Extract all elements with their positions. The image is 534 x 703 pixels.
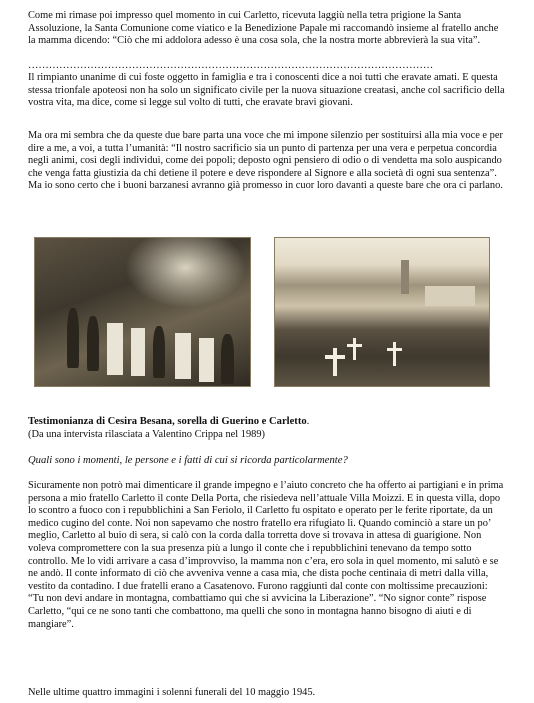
paragraph-text: Ma ora mi sembra che da queste due bare parta una voce che mi impone silenzio per sostituirsi alla mia voce e per dire a me, a voi, a tutta l’umanità: “Il nostro sacrificio sia un punto di partenza per una vera e perpetua concordia negli animi, così degli individui, come dei popoli; deposto ogni pensiero di odio o di vendetta ma solo auspicando che venga fatta giustizia da chi detiene il potere e deve rispondere al Signore e alla società di ogni sua sentenza”. Ma io sono certo che i buoni barzanesi avranno già promesso in cuor loro davanti a queste bare che ora ci parlano. (28, 130, 503, 192)
paragraph-testimony (28, 480, 506, 631)
caption-funerals (28, 687, 506, 700)
testimony-heading (28, 416, 309, 427)
cross-shape (393, 342, 396, 366)
robe-shape (131, 328, 145, 376)
cross-shape (353, 338, 356, 360)
cross-shape (347, 344, 362, 347)
paragraph-text: Sicuramente non potrò mai dimenticare il grande impegno e l’aiuto concreto che ha offerto ai partigiani e in prima persona a mio fratello Carletto il conte Della Porta, che risiedeva nell’attuale Villa Moizzi. E in questa villa, dopo lo scontro a fuoco con i repubblichini a San Feriolo, il Carletto fu ospitato e operato per le ferite riportate, da un medico cugino del conte. Noi non sapevamo che nostro fratello era rifugiato lì. Quando cominciò a stare un po’ meglio, Carletto al buio di sera, si calò con la corda dalla torretta dove si trovava in attesa di guarigione. Non voleva compromettere con la sua presenza più a lungo il conte che i repubblichini tenevano da tempo sotto controllo. Me lo vidi arrivare a casa d’improvviso, la mamma non c’era, ero sola in quel momento, mi salutò e se ne andò. Il conte informato di ciò che avveniva venne a casa mia, che dista poche centinaia di metri dalla villa, vestito da contadino. I due fratelli erano a Casatenovo. Furono raggiunti dal conte con moltissime precauzioni: “Tu non devi andare in montagna, combattiamo qui che si avvicina la Liberazione”. “No signor conte” rispose Carletto, “qui ce ne sono tanti che combattono, ma quelli che sono in montagna hanno bisogno di aiuti e di mangiare”. (28, 480, 504, 630)
interview-question: Quali sono i momenti, le persone e i fatti di cui si ricorda particolarmente? (28, 455, 348, 466)
robe-shape (175, 333, 191, 379)
paragraph-text: Il rimpianto unanime di cui foste oggetto in famiglia e tra i conoscenti dice a noi tutti che eravate amati. E questa stessa trionfale apoteosi non ha solo un significato civile per la nuova situazione creatasi, anche col sacrificio della vostra vita, ma dice, come si legge sul volto di tutti, che eravate bravi giovani. (28, 72, 505, 109)
cross-shape (333, 348, 337, 376)
ellipsis-separator (28, 60, 506, 73)
cross-shape (325, 355, 345, 359)
separator-text: ……………………………………………………………………………………………………… (28, 60, 434, 71)
robe-shape (107, 323, 123, 375)
paragraph-rimpianto (28, 72, 506, 110)
robe-shape (199, 338, 214, 382)
paragraph-text: Nelle ultime quattro immagini i solenni funerali del 10 maggio 1945. (28, 687, 316, 698)
funeral-procession-photo (34, 237, 251, 387)
cross-shape (387, 348, 402, 351)
interview-subheading: (Da una intervista rilasciata a Valentino Crippa nel 1989) (28, 429, 265, 440)
figure-shape (87, 316, 99, 371)
paragraph-carletto-prison (28, 10, 506, 48)
heading-text: Testimonianza di Cesira Besana, sorella di Guerino e Carletto (28, 416, 307, 427)
figure-shape (67, 308, 79, 368)
figure-shape (153, 326, 165, 378)
paragraph-text: Come mi rimase poi impresso quel momento in cui Carletto, ricevuta laggiù nella tetra prigione la Santa Assoluzione, la Santa Comunione come viatico e la Benedizione Papale mi raccomandò insieme al fratello anche la mamma dicendo: “Ciò che mi addolora adesso è una cosa sola, che la nostra morte abbrevierà la sua vita”. (28, 10, 499, 47)
heading-period: . (306, 416, 310, 427)
figure-shape (221, 334, 234, 384)
bell-tower-shape (401, 260, 409, 294)
building-shape (425, 286, 475, 306)
cemetery-crowd-photo (274, 237, 490, 387)
paragraph-voce-bare (28, 130, 506, 193)
